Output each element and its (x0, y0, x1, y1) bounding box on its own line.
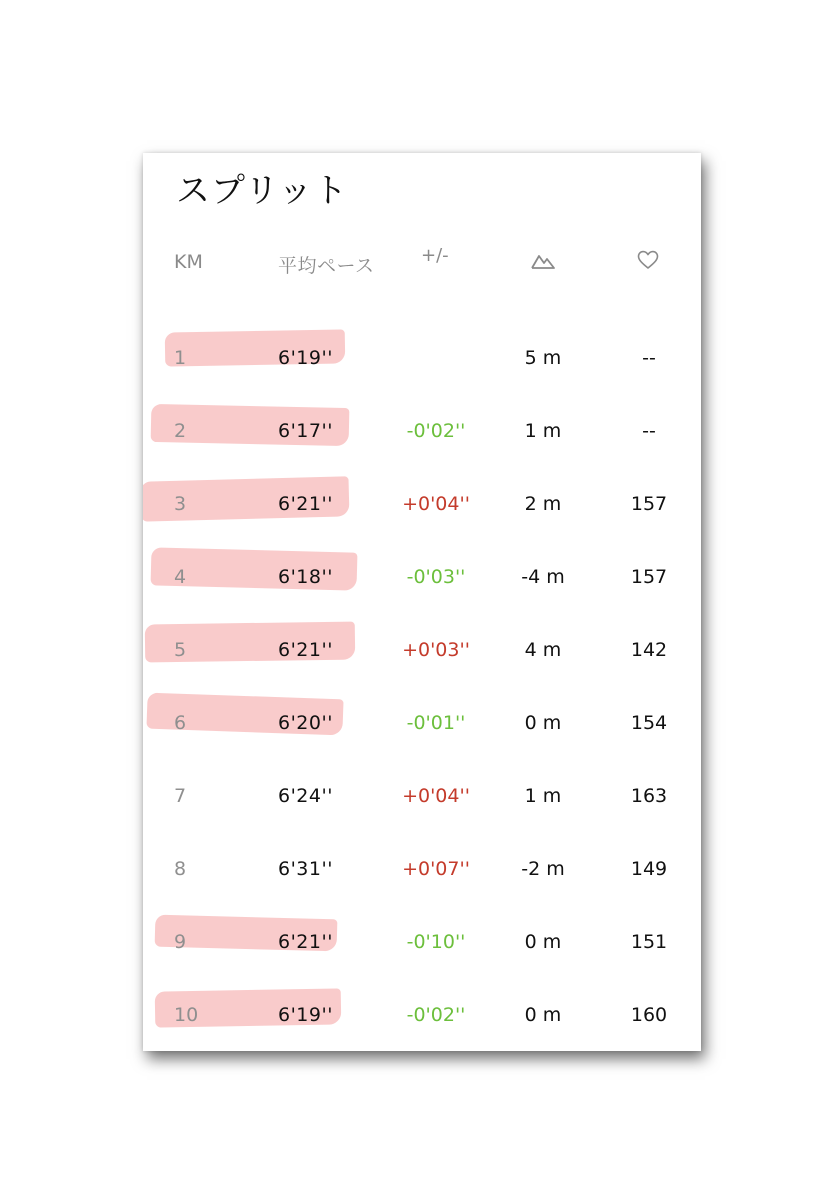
split-heart-rate: 142 (630, 639, 668, 661)
split-pace: 6'24'' (278, 785, 333, 807)
split-pace-diff: -0'10'' (406, 931, 466, 953)
split-elevation: 1 m (524, 420, 562, 442)
split-row (143, 923, 701, 963)
split-pace-diff: -0'03'' (406, 566, 466, 588)
heart-icon (637, 250, 659, 270)
split-pace: 6'18'' (278, 566, 333, 588)
split-pace: 6'31'' (278, 858, 333, 880)
split-pace: 6'19'' (278, 1004, 333, 1026)
split-pace: 6'19'' (278, 347, 333, 369)
split-pace-diff: -0'02'' (406, 420, 466, 442)
split-pace-diff: +0'04'' (402, 785, 470, 807)
split-km: 2 (174, 420, 187, 442)
split-km: 4 (174, 566, 187, 588)
split-pace: 6'20'' (278, 712, 333, 734)
split-row (143, 485, 701, 525)
split-row (143, 777, 701, 817)
split-pace-diff: +0'03'' (402, 639, 470, 661)
split-heart-rate: -- (642, 420, 656, 442)
split-heart-rate: 163 (630, 785, 668, 807)
split-elevation: 4 m (524, 639, 562, 661)
split-pace-diff: -0'02'' (406, 1004, 466, 1026)
split-row (143, 850, 701, 890)
split-km: 10 (174, 1004, 199, 1026)
split-km: 9 (174, 931, 187, 953)
splits-card (143, 153, 701, 1051)
split-heart-rate: -- (642, 347, 656, 369)
split-heart-rate: 151 (630, 931, 668, 953)
split-elevation: 2 m (524, 493, 562, 515)
split-km: 1 (174, 347, 187, 369)
split-km: 8 (174, 858, 187, 880)
split-heart-rate: 157 (630, 566, 668, 588)
split-pace: 6'17'' (278, 420, 333, 442)
split-pace-diff: -0'01'' (406, 712, 466, 734)
split-row (143, 339, 701, 379)
split-elevation: -4 m (521, 566, 565, 588)
split-elevation: 0 m (524, 1004, 562, 1026)
column-header-km: KM (174, 251, 203, 273)
split-elevation: -2 m (521, 858, 565, 880)
split-elevation: 0 m (524, 931, 562, 953)
page-title: スプリット (176, 171, 349, 211)
split-row (143, 412, 701, 452)
split-elevation: 5 m (524, 347, 562, 369)
split-elevation: 0 m (524, 712, 562, 734)
split-pace-diff: +0'04'' (402, 493, 470, 515)
split-heart-rate: 154 (630, 712, 668, 734)
split-heart-rate: 149 (630, 858, 668, 880)
column-header-avg-pace: 平均ペース (278, 255, 375, 277)
split-pace-diff: +0'07'' (402, 858, 470, 880)
split-km: 6 (174, 712, 187, 734)
split-km: 5 (174, 639, 187, 661)
split-row (143, 558, 701, 598)
split-row (143, 996, 701, 1036)
split-heart-rate: 160 (630, 1004, 668, 1026)
split-elevation: 1 m (524, 785, 562, 807)
split-pace: 6'21'' (278, 639, 333, 661)
split-row (143, 704, 701, 744)
mountain-elevation-icon (530, 251, 556, 271)
split-heart-rate: 157 (630, 493, 668, 515)
split-km: 7 (174, 785, 187, 807)
split-row (143, 631, 701, 671)
split-pace: 6'21'' (278, 493, 333, 515)
split-pace: 6'21'' (278, 931, 333, 953)
split-km: 3 (174, 493, 187, 515)
column-header-diff: +/- (421, 245, 449, 266)
